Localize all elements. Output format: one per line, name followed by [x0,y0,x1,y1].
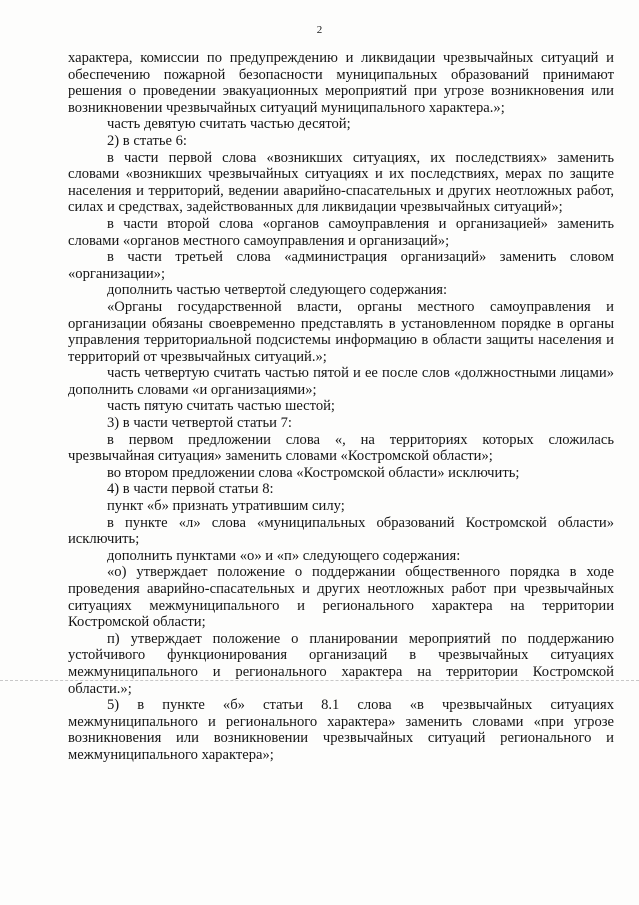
paragraph-5: в части второй слова «органов самоуправления и организацией» заменить словами «органов местного самоуправления и организаций»; [68,215,614,249]
paragraph-15: пункт «б» признать утратившим силу; [107,498,345,515]
paragraph-4: в части первой слова «возникших ситуациях, их последствиях» заменить словами «возникших чрезвычайных ситуациях и их последствиях, мерах по защите населения и территорий, ведении аварийно-спасательных и других неотложных работ, силах и средствах, задействованных для ликвидации чрезвычайных ситуаций»; [68,149,614,216]
paragraph-3: 2) в статье 6: [107,132,187,149]
paragraph-1: характера, комиссии по предупреждению и ликвидации чрезвычайных ситуаций и обеспечению пожарной безопасности муниципальных образований принимают решения о проведении эвакуационных мероприятий при угрозе возникновения или возникновении чрезвычайных ситуаций муниципального характера.»; [68,50,614,116]
paragraph-6: в части третьей слова «администрация организаций» заменить словом «организации»; [68,249,614,282]
paragraph-13: во втором предложении слова «Костромской области» исключить; [107,464,520,481]
paragraph-8: «Органы государственной власти, органы местного самоуправления и организации обязаны своевременно представлять в установленном порядке в органы управления территориальной подсистемы информацию в области защиты населения и территорий от чрезвычайных ситуаций.»; [68,298,614,365]
page-number: 2 [316,24,323,36]
paragraph-19: п) утверждает положение о планировании мероприятий по поддержанию устойчивого функционирования организаций в чрезвычайных ситуациях межмуниципального и регионального характера на территории Костромской области.»; [68,630,614,697]
paragraph-10: часть пятую считать частью шестой; [107,398,335,415]
paragraph-9: часть четвертую считать частью пятой и ее после слов «должностными лицами» дополнить словами «и организациями»; [68,365,614,398]
scan-artifact-line [0,680,639,681]
paragraph-11: 3) в части четвертой статьи 7: [107,415,292,432]
paragraph-17: дополнить пунктами «о» и «п» следующего содержания: [107,547,461,564]
paragraph-7: дополнить частью четвертой следующего содержания: [107,282,448,299]
paragraph-14: 4) в части первой статьи 8: [107,481,274,498]
paragraph-16: в пункте «л» слова «муниципальных образований Костромской области» исключить; [68,514,614,548]
paragraph-2: часть девятую считать частью десятой; [107,116,351,133]
document-body [68,50,614,764]
paragraph-12: в первом предложении слова «, на территориях которых сложилась чрезвычайная ситуация» заменить словами «Костромской области»; [68,431,614,465]
paragraph-20: 5) в пункте «б» статьи 8.1 слова «в чрезвычайных ситуациях межмуниципального и регионального характера» заменить словами «при угрозе возникновения или возникновении чрезвычайных ситуаций регионального и межмуниципального характера»; [68,697,614,763]
paragraph-18: «о) утверждает положение о поддержании общественного порядка в ходе проведения аварийно-спасательных и других неотложных работ при чрезвычайных ситуациях межмуниципального и регионального характера на территории Костромской области; [68,564,614,631]
